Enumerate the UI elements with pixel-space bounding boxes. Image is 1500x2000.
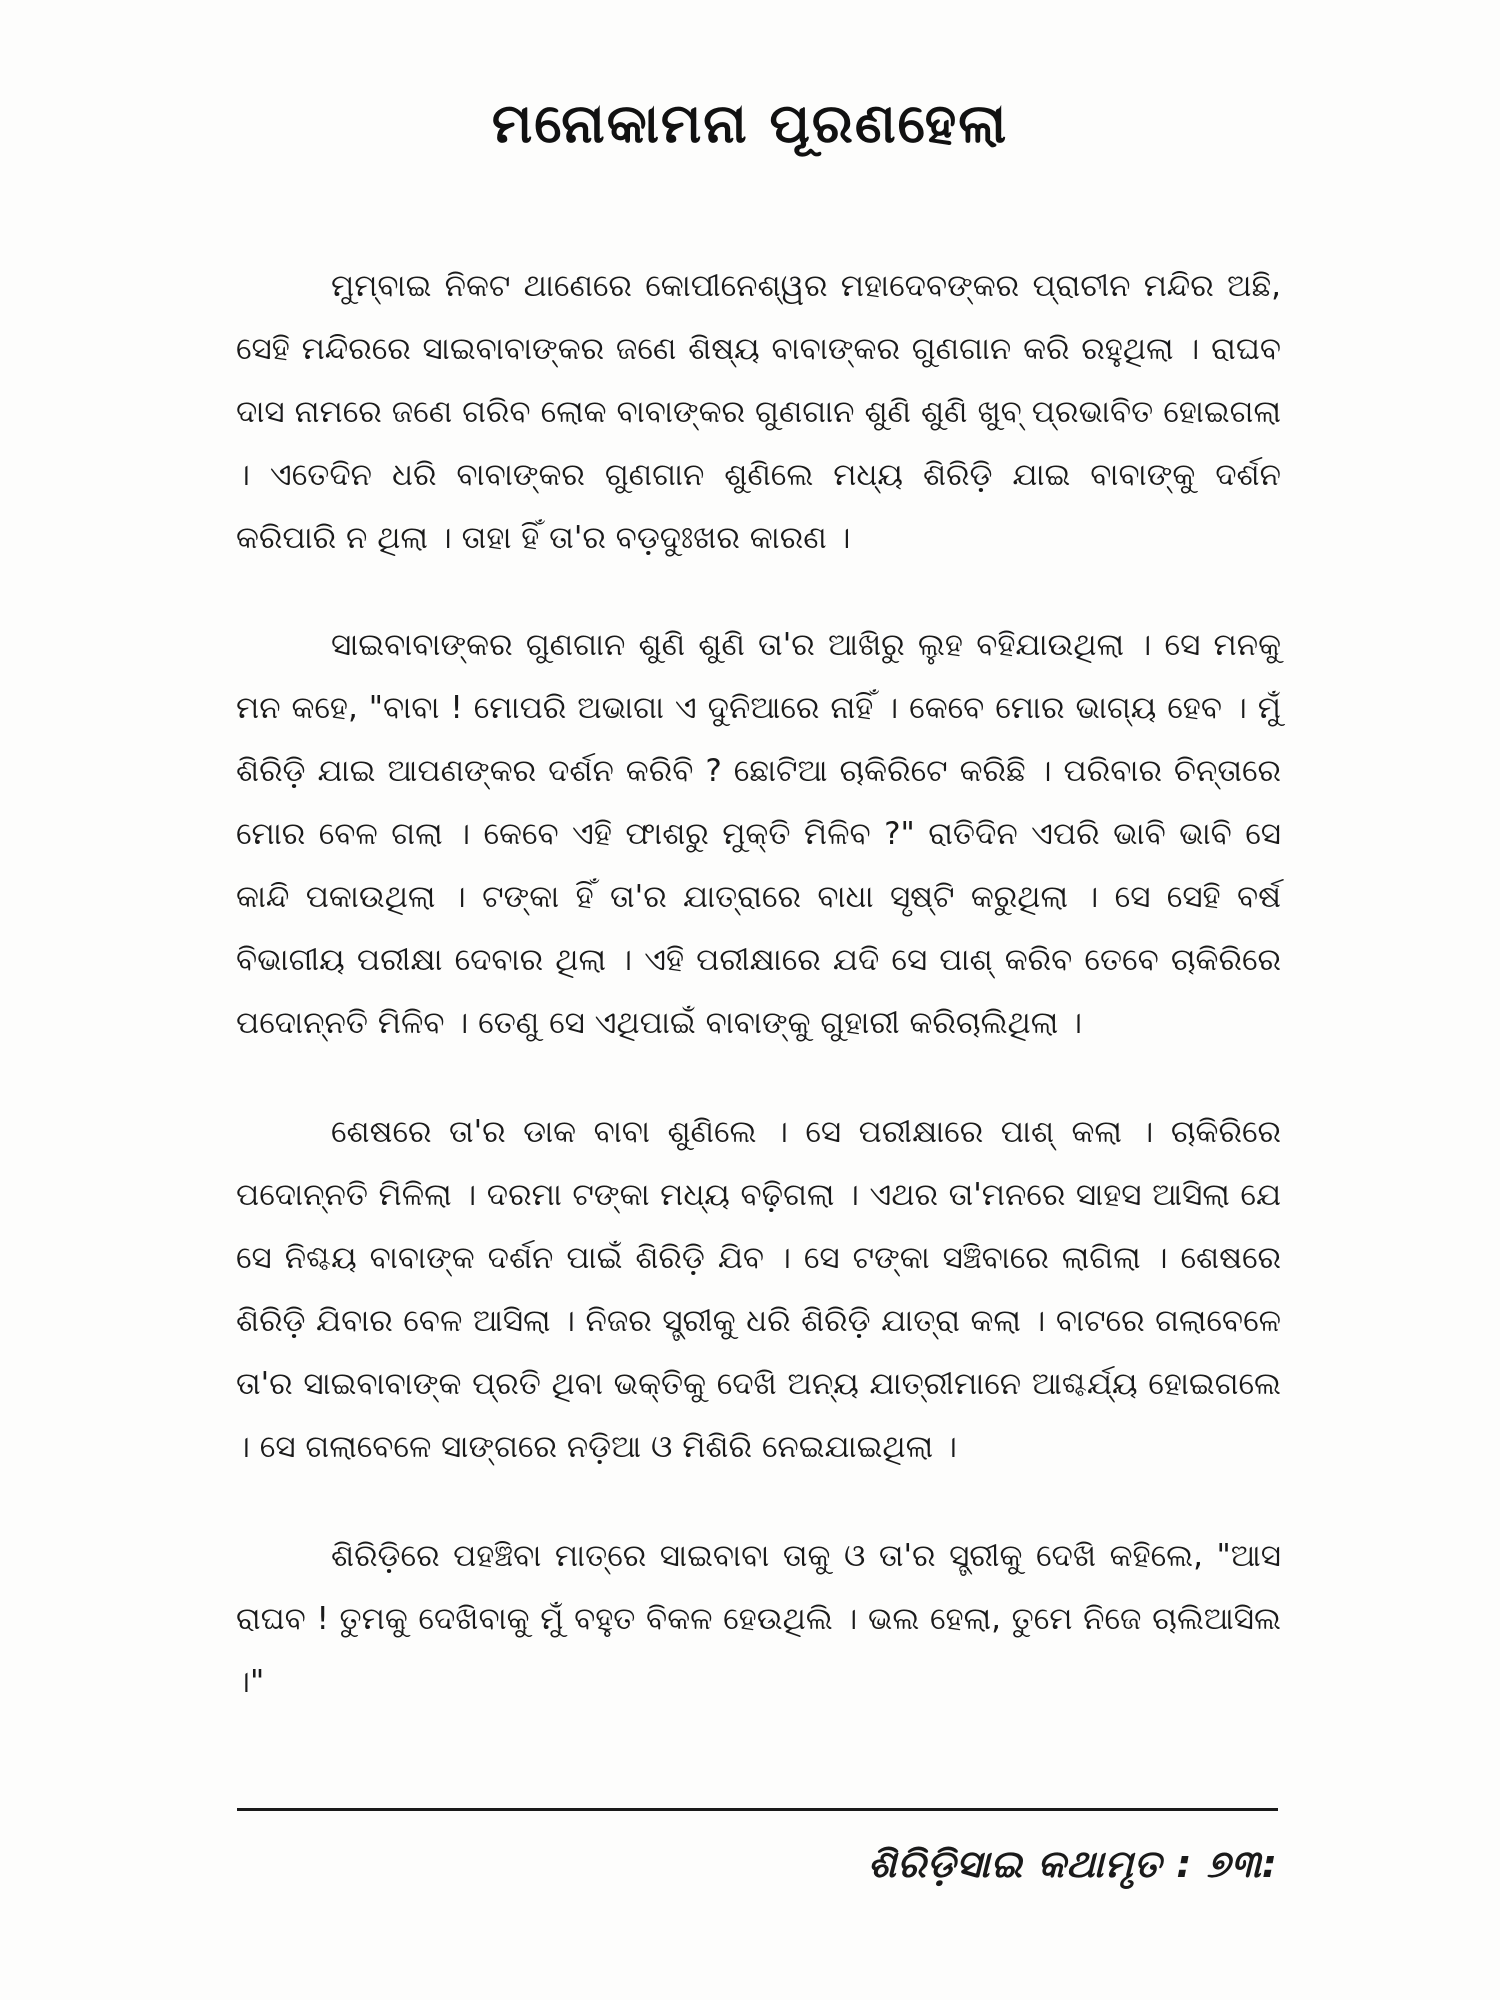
paragraph-2: ସାଇବାବାଙ୍କର ଗୁଣଗାନ ଶୁଣି ଶୁଣି ତା'ର ଆଖିରୁ ଲୁହ ବହିଯାଉଥିଲା । ସେ ମନକୁ ମନ କହେ, "ବାବା ! ମୋପରି ଅଭାଗା ଏ ଦୁନିଆରେ ନାହିଁ । କେବେ ମୋର ଭାଗ୍ୟ ହେବ । ମୁଁ ଶିରିଡ଼ି ଯାଇ ଆପଣଙ୍କର ଦର୍ଶନ କରିବି ? ଛୋଟିଆ ଚାକିରିଟେ କରିଛି । ପରିବାର ଚିନ୍ତାରେ ମୋର ବେଳ ଗଲା । କେବେ ଏହି ଫାଶରୁ ମୁକ୍ତି ମିଳିବ ?" ରାତିଦିନ ଏପରି ଭାବି ଭାବି ସେ କାନ୍ଦି ପକାଉଥିଲା । ଟଙ୍କା ହିଁ ତା'ର ଯାତ୍ରାରେ ବାଧା ସୃଷ୍ଟି କରୁଥିଲା । ସେ ସେହି ବର୍ଷ ବିଭାଗୀୟ ପରୀକ୍ଷା ଦେବାର ଥିଲା । ଏହି ପରୀକ୍ଷାରେ ଯଦି ସେ ପାଶ୍ କରିବ ତେବେ ଚାକିରିରେ ପଦୋନ୍ନତି ମିଳିବ । ତେଣୁ ସେ ଏଥିପାଇଁ ବାବାଙ୍କୁ ଗୁହାରୀ କରିଚାଲିଥିଲା । <box>236 627 1281 1041</box>
page-title: ମନୋକାମନା ପୂରଣହେଲା <box>491 92 1009 155</box>
body-text <box>236 255 1281 1761</box>
running-footer: ଶିରିଡ଼ିସାଇ କଥାମୃତ : ୭୩: <box>867 1842 1278 1886</box>
paragraph-4: ଶିରିଡ଼ିରେ ପହଞ୍ଚିବା ମାତ୍ରେ ସାଇବାବା ତାକୁ ଓ ତା'ର ସ୍ତ୍ରୀକୁ ଦେଖି କହିଲେ, "ଆସ ରାଘବ ! ତୁମକୁ ଦେଖିବାକୁ ମୁଁ ବହୁତ ବିକଳ ହେଉଥିଲି । ଭଲ ହେଲା, ତୁମେ ନିଜେ ଚାଲିଆସିଲ ।" <box>236 1538 1281 1700</box>
footer-divider <box>237 1808 1278 1811</box>
paragraph-1: ମୁମ୍ବାଇ ନିକଟ ଥାଣେରେ କୋପୀନେଶ୍ୱର ମହାଦେବଙ୍କର ପ୍ରାଚୀନ ମନ୍ଦିର ଅଛି, ସେହି ମନ୍ଦିରରେ ସାଇବାବାଙ୍କର ଜଣେ ଶିଷ୍ୟ ବାବାଙ୍କର ଗୁଣଗାନ କରି ରହୁଥିଲା । ରାଘବ ଦାସ ନାମରେ ଜଣେ ଗରିବ ଲୋକ ବାବାଙ୍କର ଗୁଣଗାନ ଶୁଣି ଶୁଣି ଖୁବ୍ ପ୍ରଭାବିତ ହୋଇଗଲା । ଏତେଦିନ ଧରି ବାବାଙ୍କର ଗୁଣଗାନ ଶୁଣିଲେ ମଧ୍ୟ ଶିରିଡ଼ି ଯାଇ ବାବାଙ୍କୁ ଦର୍ଶନ କରିପାରି ନ ଥିଲା । ତାହା ହିଁ ତା'ର ବଡ଼ଦୁଃଖର କାରଣ । <box>236 268 1281 556</box>
paragraph-3: ଶେଷରେ ତା'ର ଡାକ ବାବା ଶୁଣିଲେ । ସେ ପରୀକ୍ଷାରେ ପାଶ୍ କଲା । ଚାକିରିରେ ପଦୋନ୍ନତି ମିଳିଲା । ଦରମା ଟଙ୍କା ମଧ୍ୟ ବଢ଼ିଗଲା । ଏଥର ତା'ମନରେ ସାହସ ଆସିଲା ଯେ ସେ ନିଶ୍ଚୟ ବାବାଙ୍କ ଦର୍ଶନ ପାଇଁ ଶିରିଡ଼ି ଯିବ । ସେ ଟଙ୍କା ସଞ୍ଚିବାରେ ଲାଗିଲା । ଶେଷରେ ଶିରିଡ଼ି ଯିବାର ବେଳ ଆସିଲା । ନିଜର ସ୍ତ୍ରୀକୁ ଧରି ଶିରିଡ଼ି ଯାତ୍ରା କଲା । ବାଟରେ ଗଲାବେଳେ ତା'ର ସାଇବାବାଙ୍କ ପ୍ରତି ଥିବା ଭକ୍ତିକୁ ଦେଖି ଅନ୍ୟ ଯାତ୍ରୀମାନେ ଆଶ୍ଚର୍ଯ୍ୟ ହୋଇଗଲେ । ସେ ଗଲାବେଳେ ସାଙ୍ଗରେ ନଡ଼ିଆ ଓ ମିଶିରି ନେଇଯାଇଥିଲା । <box>236 1114 1281 1465</box>
